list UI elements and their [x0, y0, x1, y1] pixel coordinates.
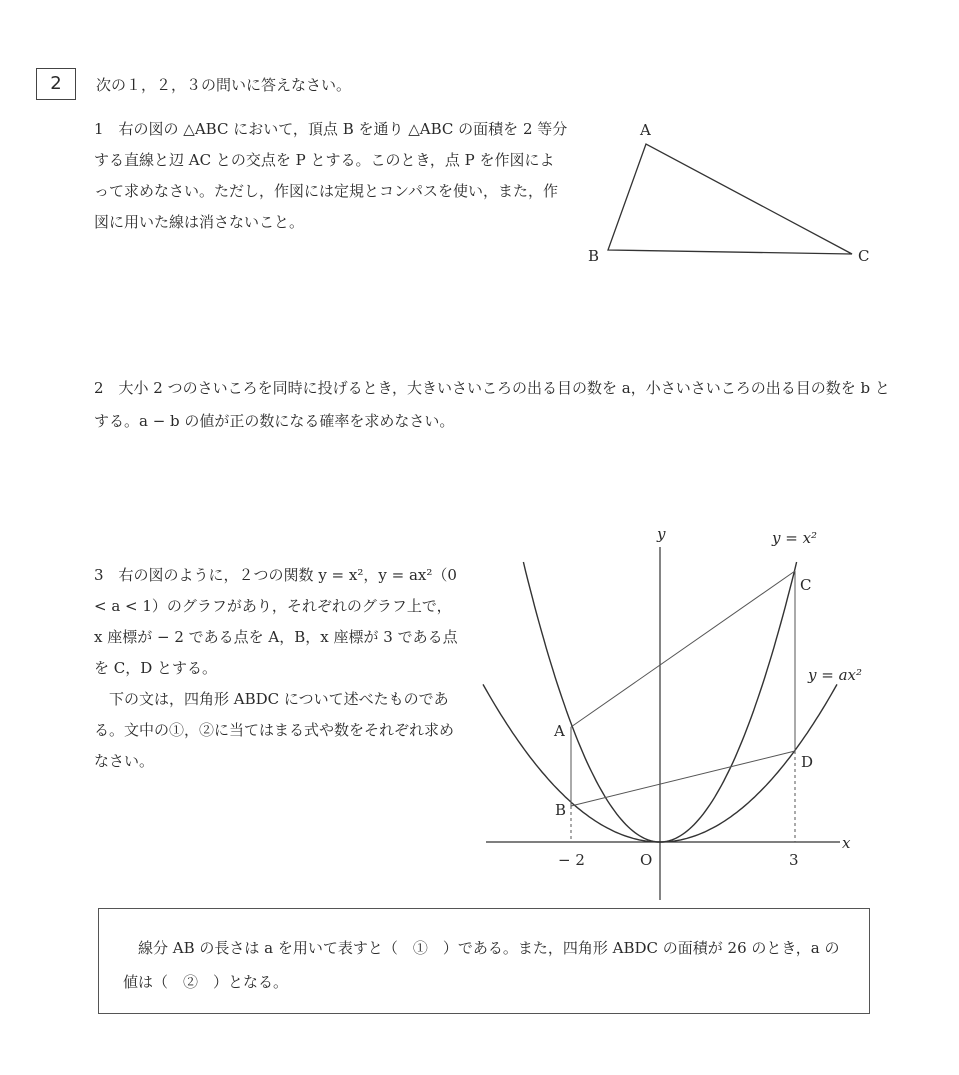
question-3-paragraph-2: 下の文は，四角形 ABDC について述べたものである。文中の①，②に当てはまる式や数をそれぞれ求めなさい。 [94, 690, 455, 770]
curve1-label: y = x² [772, 529, 818, 547]
curve2-label: y = ax² [808, 666, 862, 684]
question-3-paragraph-1: 3 右の図のように，２つの関数 y = x²，y = ax²（0 < a < 1）のグラフがあり，それぞれのグラフ上で，x 座標が − 2 である点を A，B，x 座標が 3 である点を C，D とする。 [94, 566, 458, 677]
triangle-label-a: A [640, 121, 651, 139]
segment-ac [571, 571, 795, 727]
problem-heading: 次の１，２，３の問いに答えなさい。 [96, 76, 352, 94]
fill-in-statement-box: 線分 AB の長さは a を用いて表すと（ ① ）である。また，四角形 ABDC の面積が 26 のとき，a の値は（ ② ）となる。 [98, 908, 870, 1014]
triangle-abc [608, 144, 852, 254]
tick-label-neg2: − 2 [558, 851, 585, 869]
x-axis-label: x [842, 834, 851, 852]
triangle-label-b: B [588, 247, 600, 265]
y-axis-label: y [657, 525, 666, 543]
parabola-graph-figure [470, 515, 890, 905]
triangle-abc-figure [580, 115, 880, 275]
question-1-text: 1 右の図の △ABC において，頂点 B を通り △ABC の面積を 2 等分する直線と辺 AC との交点を P とする。このとき，点 P を作図によって求めなさい。ただし，作図には定規とコンパスを使い，また，作図に用いた線は消さないこと。 [94, 120, 568, 231]
question-3-block [94, 560, 458, 777]
segment-bd [571, 751, 795, 806]
question-2-text: 2 大小 2 つのさいころを同時に投げるとき，大きいさいころの出る目の数を a，小さいさいころの出る目の数を b とする。a − b の値が正の数になる確率を求めなさい。 [94, 379, 890, 430]
point-d-label: D [801, 753, 814, 771]
problem-number-box: 2 [36, 68, 76, 100]
point-c-label: C [800, 576, 812, 594]
point-b-label: B [555, 801, 567, 819]
origin-label: O [640, 851, 653, 869]
triangle-label-c: C [858, 247, 870, 265]
tick-label-3: 3 [789, 851, 799, 869]
point-a-label: A [554, 722, 565, 740]
